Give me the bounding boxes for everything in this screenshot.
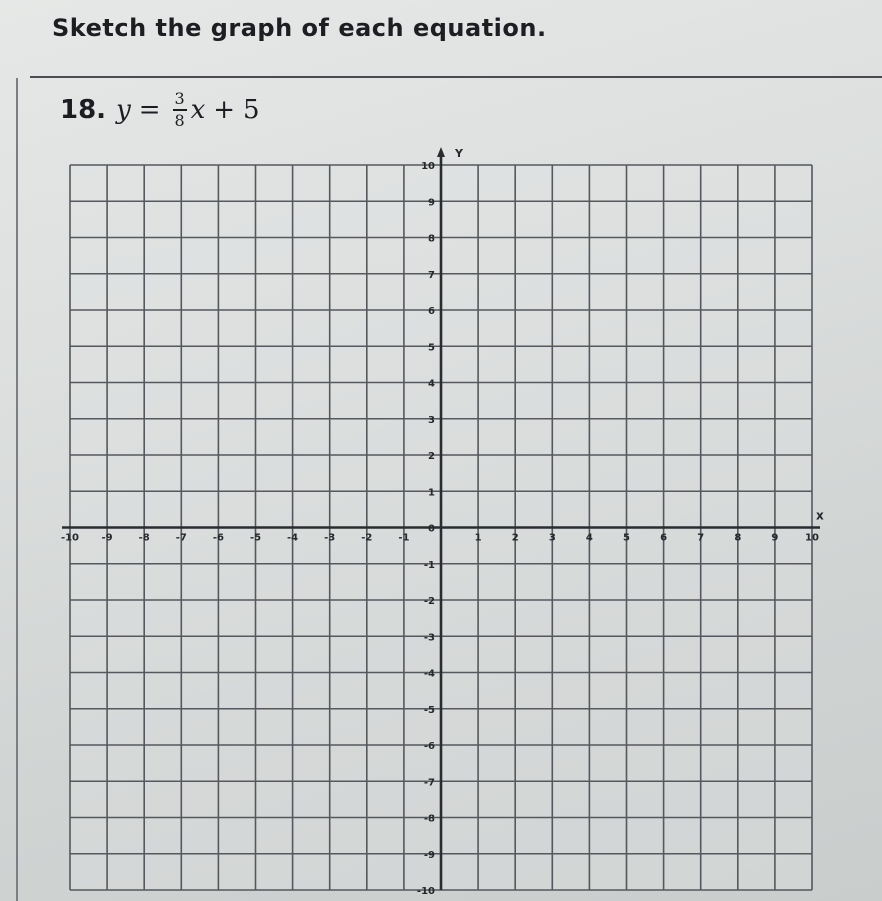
x-tick-label: 5 <box>623 532 630 544</box>
y-tick-label: 8 <box>428 233 435 245</box>
y-tick-label: -8 <box>423 813 435 825</box>
y-axis-arrow <box>437 147 445 157</box>
x-tick-label: -3 <box>324 532 336 544</box>
y-tick-label: 3 <box>428 414 435 426</box>
x-tick-label: -4 <box>287 532 299 544</box>
y-tick-label: -3 <box>423 632 435 644</box>
x-tick-label: -10 <box>60 532 80 544</box>
x-tick-label: -1 <box>398 532 410 544</box>
x-tick-label: 10 <box>805 532 819 544</box>
y-tick-label: -9 <box>423 849 435 861</box>
x-tick-label: -5 <box>249 532 262 544</box>
x-tick-label: 3 <box>548 532 556 544</box>
y-tick-label: 6 <box>428 306 435 317</box>
equation-plus: + <box>213 95 236 125</box>
x-tick-label: 9 <box>771 532 779 544</box>
x-tick-label: 1 <box>474 532 482 544</box>
x-tick-label: -8 <box>138 532 150 544</box>
x-tick-label: 6 <box>660 532 668 544</box>
y-tick-label: -7 <box>423 777 435 789</box>
y-tick-label: -10 <box>416 886 435 897</box>
equation-constant: 5 <box>243 95 260 125</box>
fraction-numerator: 3 <box>174 89 185 108</box>
y-tick-label: -5 <box>423 704 435 716</box>
y-tick-label: 0 <box>428 523 435 535</box>
x-tick-label: 7 <box>697 532 705 544</box>
y-tick-label: -2 <box>423 596 435 607</box>
equation-variable: x <box>190 95 206 125</box>
y-tick-label: 5 <box>428 342 435 354</box>
instructions-heading: Sketch the graph of each equation. <box>52 14 547 42</box>
y-tick-label: -4 <box>423 668 435 680</box>
x-tick-label: 4 <box>585 532 593 544</box>
x-axis-label: x <box>816 508 824 523</box>
fraction-denominator: 8 <box>174 111 185 130</box>
equation-lhs: y <box>116 95 131 125</box>
x-tick-label: -9 <box>101 532 113 544</box>
x-tick-label: 8 <box>734 532 742 544</box>
equation-equals: = <box>138 95 161 125</box>
y-tick-label: -6 <box>423 741 435 752</box>
x-tick-label: -7 <box>175 532 187 544</box>
y-tick-label: 2 <box>428 451 435 462</box>
y-tick-label: -1 <box>423 559 435 571</box>
y-tick-label: 1 <box>428 487 435 499</box>
x-tick-label: 2 <box>511 532 519 544</box>
y-tick-label: 4 <box>428 378 435 390</box>
x-tick-label: -6 <box>212 532 224 544</box>
y-tick-label: 10 <box>421 161 435 172</box>
y-axis-label: Y <box>455 147 463 160</box>
x-tick-label: -2 <box>361 532 373 544</box>
y-tick-label: 9 <box>428 197 435 209</box>
problem-number: 18. <box>60 95 107 125</box>
y-tick-label: 7 <box>428 269 435 281</box>
